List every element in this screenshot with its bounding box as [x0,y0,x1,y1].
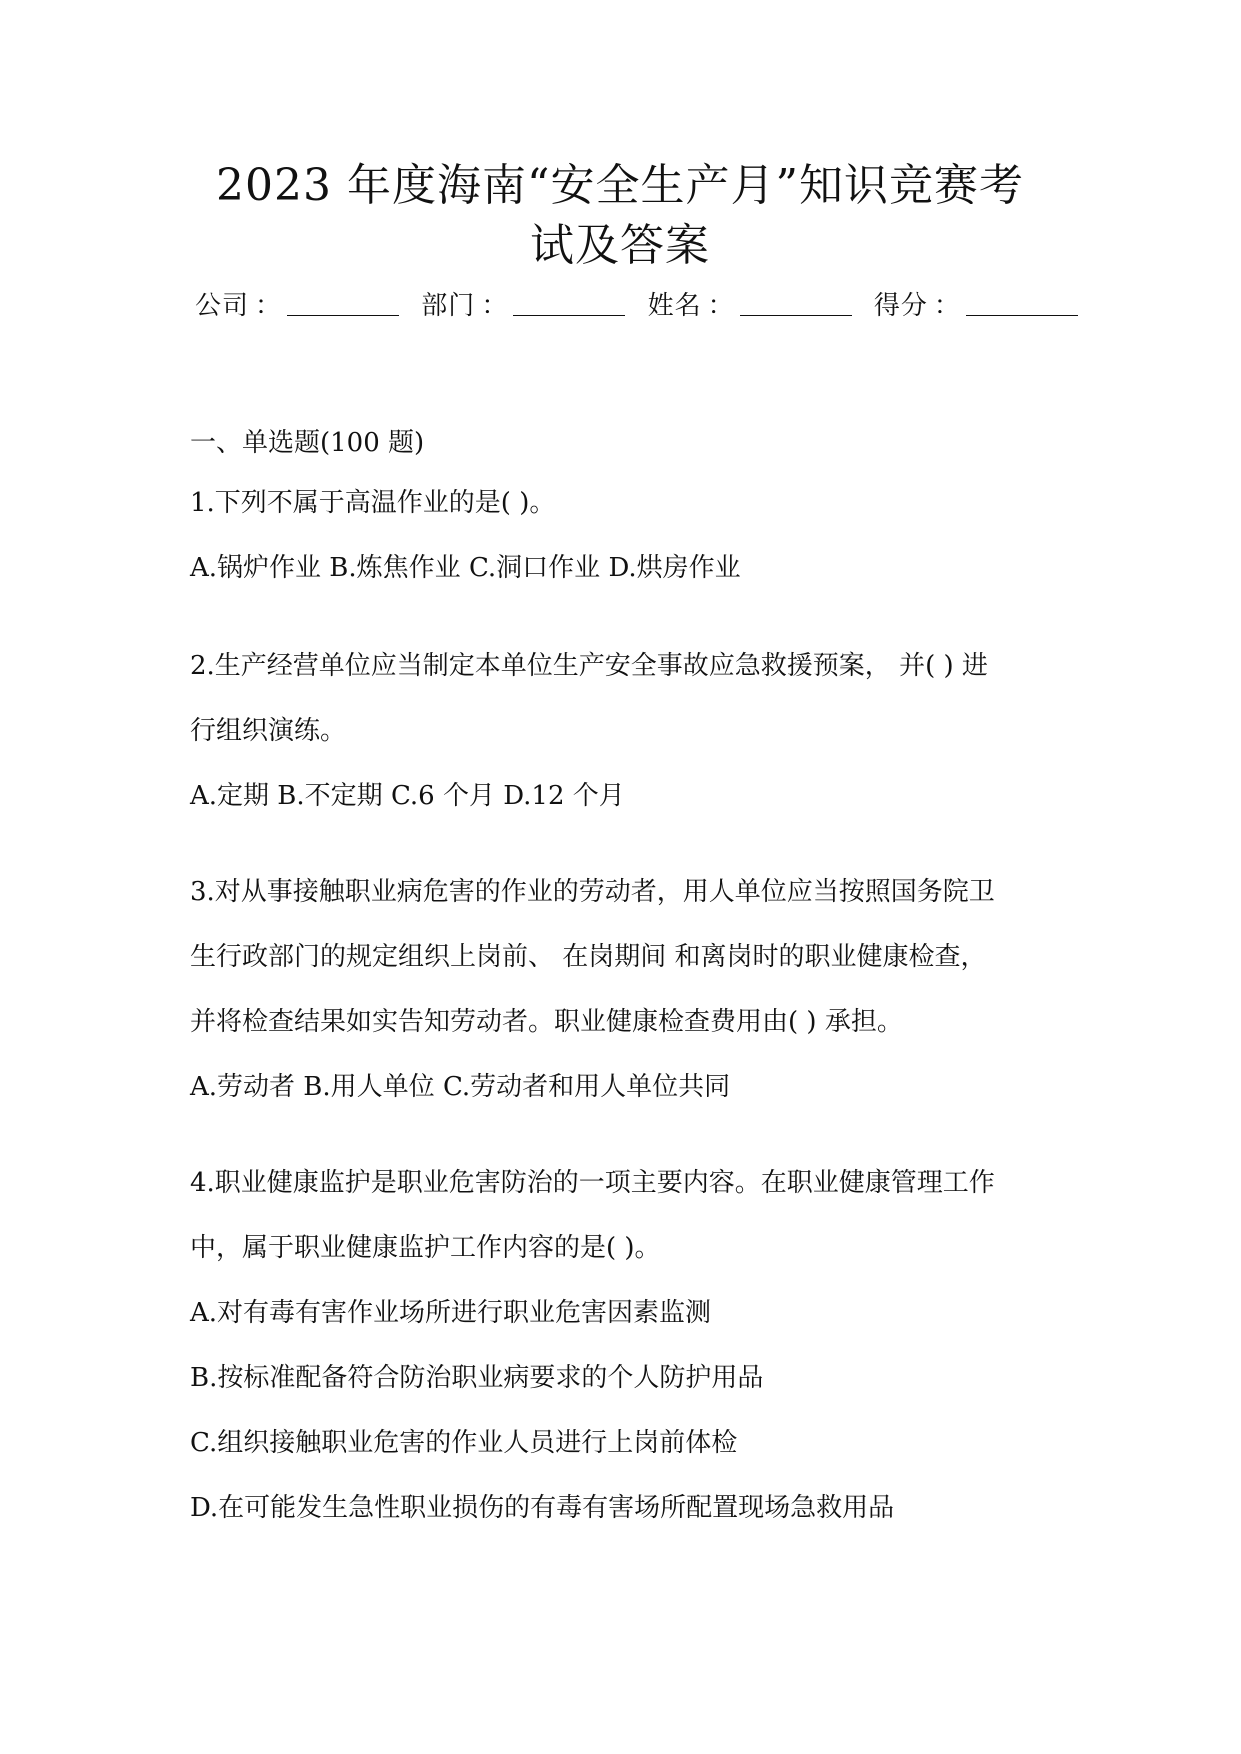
department-blank[interactable] [513,291,625,316]
question-4-option-a: A.对有毒有害作业场所进行职业危害因素监测 [190,1298,712,1328]
question-3-stem-line-1: 3.对从事接触职业病危害的作业的劳动者，用人单位应当按照国务院卫 [190,877,995,907]
question-2-stem-line-1: 2.生产经营单位应当制定本单位生产安全事故应急救援预案， 并( ) 进 [190,651,988,681]
company-field: 公司 ： [195,288,399,324]
document-title-line-1: 2023 年度海南“安全生产月”知识竞赛考 [216,160,1024,211]
name-blank[interactable] [740,291,852,316]
question-1-stem: 1.下列不属于高温作业的是( )。 [190,488,556,518]
company-label: 公司 [195,291,250,321]
score-blank[interactable] [966,291,1078,316]
score-label: 得分 [873,291,928,321]
question-3-stem-line-3: 并将检查结果如实告知劳动者。职业健康检查费用由( ) 承担。 [190,1007,903,1037]
question-4-stem-line-2: 中，属于职业健康监护工作内容的是( )。 [190,1233,661,1263]
question-4-stem-line-1: 4.职业健康监护是职业危害防治的一项主要内容。在职业健康管理工作 [190,1168,995,1198]
document-title-line-2: 试及答案 [530,220,710,271]
question-1-options: A.锅炉作业 B.炼焦作业 C.洞口作业 D.烘房作业 [190,553,741,583]
score-field: 得分 ： [874,288,1078,324]
question-2-stem-line-2: 行组织演练。 [190,716,347,746]
question-2-options: A.定期 B.不定期 C.6 个月 D.12 个月 [190,781,625,811]
name-field: 姓名 ： [648,288,852,324]
info-fields-row [195,288,1095,324]
question-4-option-d: D.在可能发生急性职业损伤的有毒有害场所配置现场急救用品 [190,1493,895,1523]
department-label: 部门 [421,291,476,321]
question-3-stem-line-2: 生行政部门的规定组织上岗前、 在岗期间 和离岗时的职业健康检查， [190,942,987,972]
question-4-option-b: B.按标准配备符合防治职业病要求的个人防护用品 [190,1363,764,1393]
department-field: 部门 ： [421,288,625,324]
company-blank[interactable] [287,291,399,316]
name-label: 姓名 [647,291,702,321]
question-3-options: A.劳动者 B.用人单位 C.劳动者和用人单位共同 [190,1072,731,1102]
section-heading: 一、单选题(100 题) [190,428,425,458]
question-4-option-c: C.组织接触职业危害的作业人员进行上岗前体检 [190,1428,738,1458]
